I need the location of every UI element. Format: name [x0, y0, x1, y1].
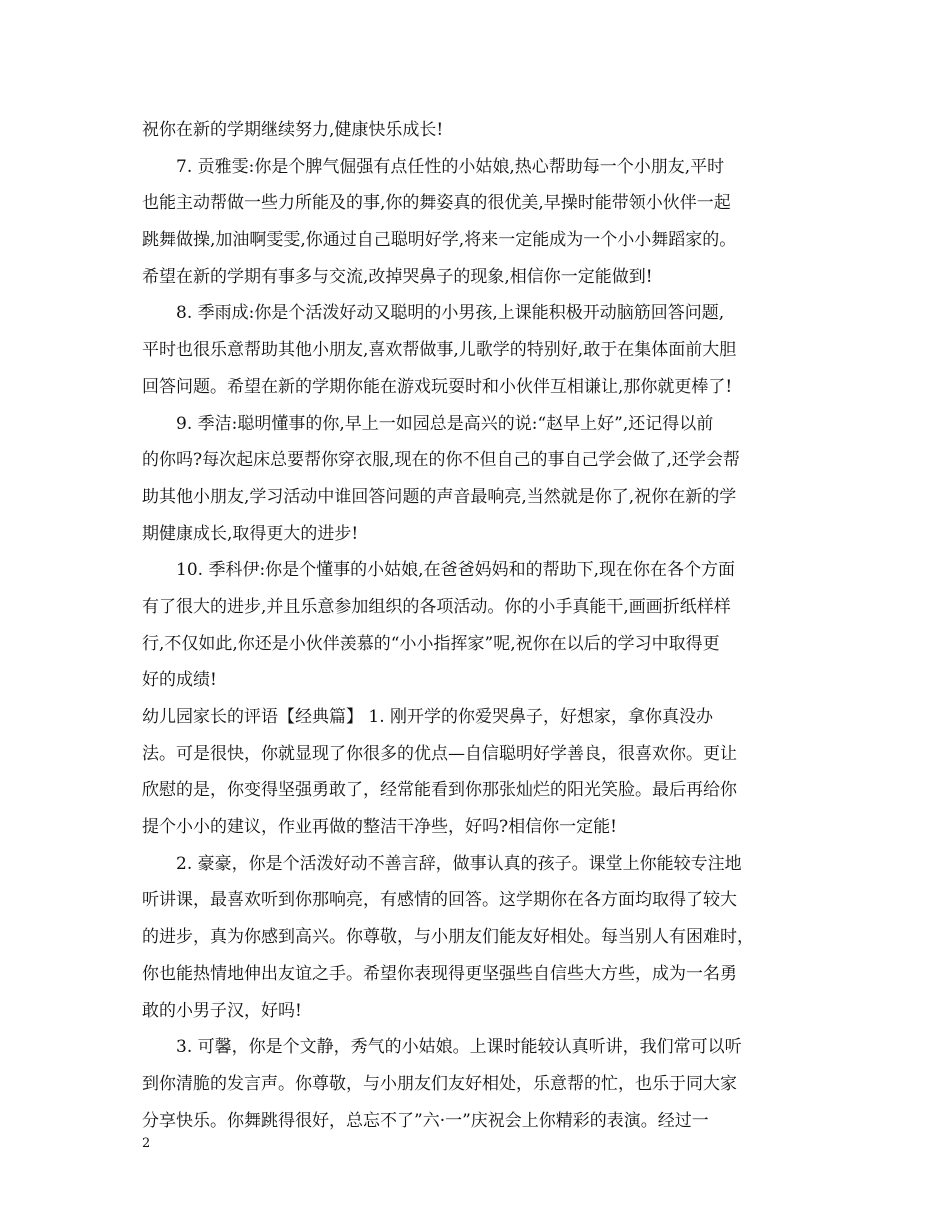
text-line: 好的成绩! — [142, 670, 217, 691]
page-number: 2 — [142, 1136, 151, 1151]
text-line: 欣慰的是，你变得坚强勇敢了，经常能看到你那张灿烂的阳光笑脸。最后再给你 — [142, 780, 737, 801]
text-line: 2. 豪豪，你是个活泼好动不善言辞，做事认真的孩子。课堂上你能较专注地 — [176, 853, 742, 874]
text-line: 祝你在新的学期继续努力,健康快乐成长! — [142, 120, 444, 140]
text-line: 分享快乐。你舞跳得很好，总忘不了”六·一”庆祝会上你精彩的表演。经过一 — [142, 1110, 709, 1131]
text-line: 3. 可馨，你是个文静，秀气的小姑娘。上课时能较认真听讲，我们常可以听 — [176, 1037, 742, 1058]
text-line: 行,不仅如此,你还是小伙伴羡慕的“小小指挥家”呢,祝你在以后的学习中取得更 — [142, 633, 720, 654]
text-line: 敢的小男子汉，好吗! — [142, 1000, 302, 1021]
body-text — [142, 112, 810, 1139]
text-line: 9. 季洁:聪明懂事的你,早上一如园总是高兴的说:“赵早上好”,还记得以前 — [176, 413, 714, 434]
text-line: 的你吗?每次起床总要帮你穿衣服,现在的你不但自己的事自己学会做了,还学会帮 — [142, 450, 740, 471]
text-line: 7. 贡雅雯:你是个脾气倔强有点任性的小姑娘,热心帮助每一个小朋友,平时 — [176, 156, 725, 177]
text-line: 期健康成长,取得更大的进步! — [142, 523, 359, 544]
text-line: 的进步，真为你感到高兴。你尊敬，与小朋友们能友好相处。每当别人有困难时， — [142, 927, 754, 948]
text-line: 你也能热情地伸出友谊之手。希望你表现得更坚强些自信些大方些，成为一名勇 — [142, 963, 737, 984]
text-line: 平时也很乐意帮助其他小朋友,喜欢帮做事,儿歌学的特别好,敢于在集体面前大胆 — [142, 340, 737, 361]
text-line: 也能主动帮做一些力所能及的事,你的舞姿真的很优美,早操时能带领小伙伴一起 — [142, 193, 731, 214]
text-line: 10. 季科伊:你是个懂事的小姑娘,在爸爸妈妈和的帮助下,现在你在各个方面 — [176, 560, 735, 581]
text-line: 有了很大的进步,并且乐意参加组织的各项活动。你的小手真能干,画画折纸样样 — [142, 596, 731, 617]
section-heading-line: 幼儿园家长的评语【经典篇】 1. 刚开学的你爱哭鼻子，好想家，拿你真没办 — [142, 707, 714, 727]
text-line: 希望在新的学期有事多与交流,改掉哭鼻子的现象,相信你一定能做到! — [142, 266, 653, 287]
text-line: 听讲课，最喜欢听到你那响亮，有感情的回答。这学期你在各方面均取得了较大 — [142, 890, 737, 911]
text-line: 到你清脆的发言声。你尊敬，与小朋友们友好相处，乐意帮的忙，也乐于同大家 — [142, 1073, 737, 1094]
text-line: 助其他小朋友,学习活动中谁回答问题的声音最响亮,当然就是你了,祝你在新的学 — [142, 486, 737, 507]
text-line: 8. 季雨成:你是个活泼好动又聪明的小男孩,上课能积极开动脑筋回答问题, — [176, 303, 725, 324]
text-line: 回答问题。希望在新的学期你能在游戏玩耍时和小伙伴互相谦让,那你就更棒了! — [142, 376, 733, 397]
text-line: 法。可是很快，你就显现了你很多的优点—自信聪明好学善良，很喜欢你。更让 — [142, 743, 737, 764]
text-line: 跳舞做操,加油啊雯雯,你通过自己聪明好学,将来一定能成为一个小小舞蹈家的。 — [142, 230, 737, 251]
text-line: 提个小小的建议，作业再做的整洁干净些，好吗?相信你一定能! — [142, 817, 617, 838]
